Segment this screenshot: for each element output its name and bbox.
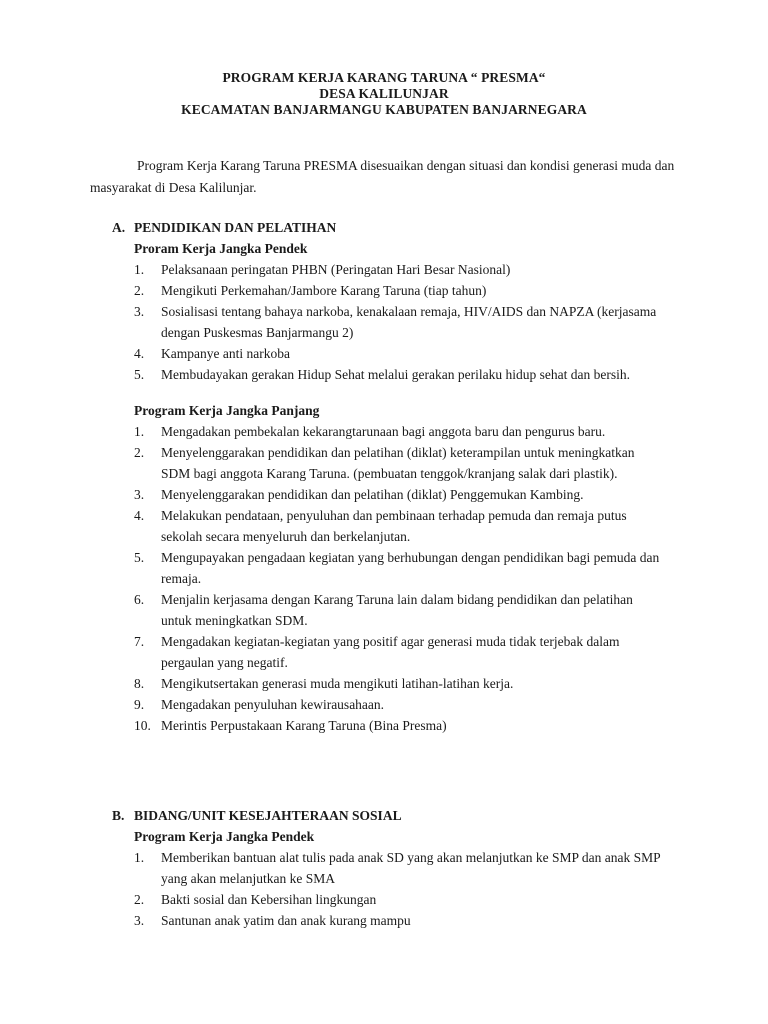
section-b-heading [112, 806, 672, 826]
item-text: Melakukan pendataan, penyuluhan dan pembinaan terhadap pemuda dan remaja putus sekolah secara menyeluruh dan berkelanjutan. [161, 508, 627, 544]
section-a-letter: A. [112, 220, 126, 235]
item-number: 3. [134, 487, 145, 502]
list-item [112, 847, 672, 889]
section-a-short-heading: Proram Kerja Jangka Pendek [134, 241, 308, 256]
title-line-1: PROGRAM KERJA KARANG TARUNA “ PRESMA“ [222, 70, 546, 85]
section-b-short-list [112, 847, 672, 931]
item-number: 1. [134, 424, 145, 439]
item-number: 3. [134, 913, 145, 928]
section-a-title: PENDIDIKAN DAN PELATIHAN [134, 220, 337, 235]
section-a-short-list [112, 259, 672, 385]
list-item [112, 505, 672, 547]
list-item [112, 442, 672, 484]
item-text: Mengadakan kegiatan-kegiatan yang positif agar generasi muda tidak terjebak dalam pergaulan yang negatif. [161, 634, 620, 670]
intro-paragraph: Program Kerja Karang Taruna PRESMA disesuaikan dengan situasi dan kondisi generasi muda dan masyarakat di Desa Kalilunjar. [90, 158, 675, 195]
item-text: Pelaksanaan peringatan PHBN (Peringatan Hari Besar Nasional) [161, 262, 511, 277]
item-text: Menyelenggarakan pendidikan dan pelatihan (diklat) keterampilan untuk meningkatkan SDM bagi anggota Karang Taruna. (pembuatan tenggok/kranjang salak dari plastik). [161, 445, 635, 481]
section-a [112, 218, 672, 736]
item-text: Menjalin kerjasama dengan Karang Taruna lain dalam bidang pendidikan dan pelatihan untuk meningkatkan SDM. [161, 592, 633, 628]
item-number: 2. [134, 892, 145, 907]
item-text: Memberikan bantuan alat tulis pada anak SD yang akan melanjutkan ke SMP dan anak SMP yang akan melanjutkan ke SMA [161, 850, 661, 886]
item-number: 2. [134, 445, 145, 460]
item-number: 3. [134, 304, 145, 319]
list-item [112, 589, 672, 631]
item-text: Mengikutsertakan generasi muda mengikuti latihan-latihan kerja. [161, 676, 514, 691]
list-item [112, 301, 672, 343]
item-number: 10. [134, 718, 151, 733]
item-number: 1. [134, 850, 145, 865]
item-number: 4. [134, 508, 145, 523]
item-text: Sosialisasi tentang bahaya narkoba, kenakalaan remaja, HIV/AIDS dan NAPZA (kerjasama dengan Puskesmas Banjarmangu 2) [161, 304, 657, 340]
list-item [112, 343, 672, 364]
item-text: Kampanye anti narkoba [161, 346, 290, 361]
item-text: Mengadakan pembekalan kekarangtarunaan bagi anggota baru dan pengurus baru. [161, 424, 606, 439]
section-a-heading [112, 218, 672, 238]
item-text: Santunan anak yatim dan anak kurang mampu [161, 913, 411, 928]
list-item [112, 484, 672, 505]
document-title [0, 70, 768, 118]
list-item [112, 694, 672, 715]
list-item [112, 364, 672, 385]
item-number: 6. [134, 592, 145, 607]
section-b [112, 806, 672, 931]
section-b-title: BIDANG/UNIT KESEJAHTERAAN SOSIAL [134, 808, 402, 823]
list-item [112, 421, 672, 442]
list-item [112, 715, 672, 736]
list-item [112, 259, 672, 280]
item-number: 5. [134, 550, 145, 565]
list-item [112, 910, 672, 931]
item-number: 2. [134, 283, 145, 298]
section-a-long-list [112, 421, 672, 736]
list-item [112, 673, 672, 694]
item-number: 9. [134, 697, 145, 712]
item-text: Mengikuti Perkemahan/Jambore Karang Taruna (tiap tahun) [161, 283, 487, 298]
item-number: 7. [134, 634, 145, 649]
list-item [112, 889, 672, 910]
section-a-long-heading: Program Kerja Jangka Panjang [134, 403, 320, 418]
item-text: Mengupayakan pengadaan kegiatan yang berhubungan dengan pendidikan bagi pemuda dan remaja. [161, 550, 660, 586]
item-number: 5. [134, 367, 145, 382]
item-text: Membudayakan gerakan Hidup Sehat melalui gerakan perilaku hidup sehat dan bersih. [161, 367, 630, 382]
item-text: Menyelenggarakan pendidikan dan pelatihan (diklat) Penggemukan Kambing. [161, 487, 584, 502]
item-text: Mengadakan penyuluhan kewirausahaan. [161, 697, 385, 712]
list-item [112, 631, 672, 673]
section-b-letter: B. [112, 808, 125, 823]
item-number: 4. [134, 346, 145, 361]
item-number: 8. [134, 676, 145, 691]
title-line-3: KECAMATAN BANJARMANGU KABUPATEN BANJARNEGARA [181, 102, 587, 117]
list-item [112, 547, 672, 589]
item-number: 1. [134, 262, 145, 277]
title-line-2: DESA KALILUNJAR [319, 86, 449, 101]
item-text: Bakti sosial dan Kebersihan lingkungan [161, 892, 377, 907]
item-text: Merintis Perpustakaan Karang Taruna (Bina Presma) [161, 718, 447, 733]
section-b-short-heading: Program Kerja Jangka Pendek [134, 829, 315, 844]
list-item [112, 280, 672, 301]
